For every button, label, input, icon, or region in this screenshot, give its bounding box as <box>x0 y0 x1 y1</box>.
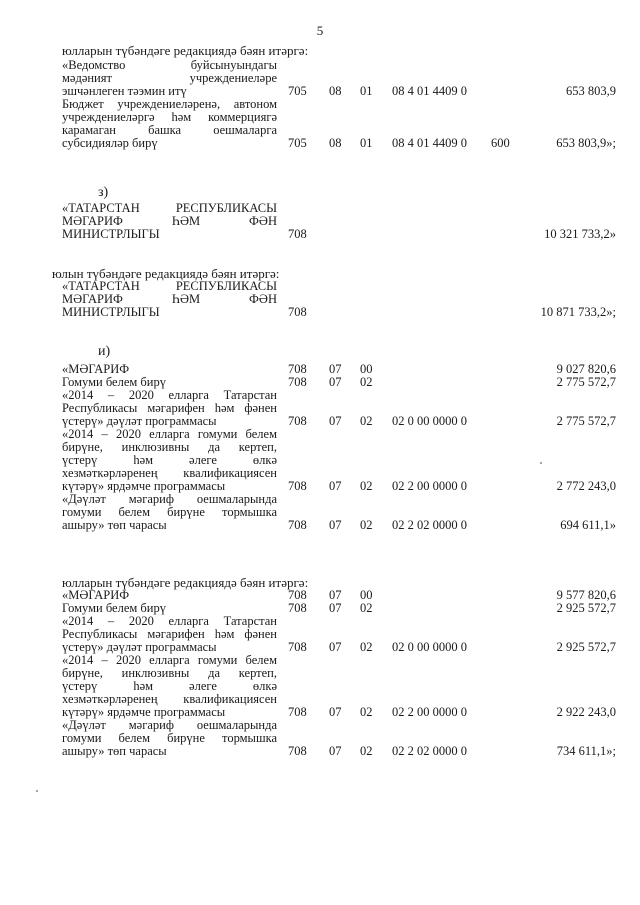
page-number: 5 <box>316 23 324 38</box>
scan-speck <box>36 790 38 792</box>
podrazdel-code: 02 <box>360 640 373 654</box>
amount: 653 803,9»; <box>556 136 616 150</box>
podrazdel-code: 02 <box>360 479 373 493</box>
row-text-line: бирүне, инклюзивны да кертеп, <box>62 666 277 680</box>
row-text-line: Гомуми белем бирү <box>62 375 166 389</box>
row-text-line: гомуми белем бирүне тормышка <box>62 505 277 519</box>
amount: 653 803,9 <box>566 84 616 98</box>
row-text-line: «ТАТАРСТАН РЕСПУБЛИКАСЫ <box>62 201 277 215</box>
row-text-line: «МӘГАРИФ <box>62 362 130 376</box>
row-text-line: эшчәнлеген тәэмин итү <box>62 84 187 98</box>
row-text-line: үстерү һәм әлеге өлкә <box>62 679 277 693</box>
section-z-new <box>0 267 640 319</box>
podrazdel-code: 00 <box>360 588 373 602</box>
razdel-code: 07 <box>329 479 342 493</box>
podrazdel-code: 02 <box>360 414 373 428</box>
amount: 734 611,1»; <box>556 744 616 758</box>
amount: 2 775 572,7 <box>556 414 616 428</box>
row-text-line: Бюджет учреждениеләренә, автоном <box>62 97 277 111</box>
ved-code: 708 <box>288 362 307 376</box>
amount: 9 027 820,6 <box>556 362 616 376</box>
table-row <box>0 493 640 532</box>
podrazdel-code: 02 <box>360 601 373 615</box>
ved-code: 705 <box>288 84 307 98</box>
intro-text: юлын түбәндәге редакциядә бәян итәргә: <box>52 266 280 281</box>
podrazdel-code: 02 <box>360 705 373 719</box>
row-text-line: МИНИСТРЛЫГЫ <box>62 227 160 241</box>
row-text-line: МӘГАРИФ ҺӘМ ФӘН <box>62 214 277 228</box>
table-row <box>0 615 640 654</box>
razdel-code: 08 <box>329 136 342 150</box>
razdel-code: 07 <box>329 744 342 758</box>
table-row <box>0 719 640 758</box>
row-text-line: үстерү» дәүләт программасы <box>62 414 217 428</box>
section-z <box>0 186 640 241</box>
table-row <box>0 98 640 150</box>
podrazdel-code: 01 <box>360 84 373 98</box>
ved-code: 708 <box>288 588 307 602</box>
ved-code: 708 <box>288 601 307 615</box>
ved-code: 708 <box>288 640 307 654</box>
section-i-new <box>0 576 640 758</box>
ved-code: 708 <box>288 705 307 719</box>
ved-code: 708 <box>288 518 307 532</box>
podrazdel-code: 02 <box>360 518 373 532</box>
row-text-line: ашыру» төп чарасы <box>62 744 167 758</box>
ved-code: 708 <box>288 479 307 493</box>
podrazdel-code: 02 <box>360 744 373 758</box>
row-text-line: «Дәүләт мәгариф оешмаларында <box>62 492 277 506</box>
razdel-code: 07 <box>329 601 342 615</box>
row-text-line: МИНИСТРЛЫГЫ <box>62 305 160 319</box>
row-text-line: үстерү» дәүләт программасы <box>62 640 217 654</box>
amount: 2 772 243,0 <box>556 479 616 493</box>
row-text-line: карамаган башка оешмаларга <box>62 123 277 137</box>
row-text-line: ашыру» төп чарасы <box>62 518 167 532</box>
amount: 2 922 243,0 <box>556 705 616 719</box>
target-article-code: 02 2 02 0000 0 <box>392 744 467 758</box>
row-text-line: Республикасы мәгарифен һәм фәнен <box>62 401 277 415</box>
amount: 2 925 572,7 <box>556 601 616 615</box>
amount: 2 925 572,7 <box>556 640 616 654</box>
row-text-line: гомуми белем бирүне тормышка <box>62 731 277 745</box>
target-article-code: 08 4 01 4409 0 <box>392 136 467 150</box>
row-text-line: Республикасы мәгарифен һәм фәнен <box>62 627 277 641</box>
row-text-line: «МӘГАРИФ <box>62 588 130 602</box>
ved-code: 708 <box>288 744 307 758</box>
ved-code: 708 <box>288 305 307 319</box>
razdel-code: 07 <box>329 414 342 428</box>
intro-text: юлларын түбәндәге редакциядә бәян итәргә: <box>62 43 309 58</box>
ved-code: 708 <box>288 414 307 428</box>
target-article-code: 02 0 00 0000 0 <box>392 414 467 428</box>
razdel-code: 07 <box>329 362 342 376</box>
razdel-code: 08 <box>329 84 342 98</box>
podrazdel-code: 01 <box>360 136 373 150</box>
row-text-line: «2014 – 2020 елларга Татарстан <box>62 388 277 402</box>
razdel-code: 07 <box>329 518 342 532</box>
row-text-line: «2014 – 2020 елларга гомуми белем <box>62 427 277 441</box>
expense-type-code: 600 <box>491 136 510 150</box>
amount: 9 577 820,6 <box>556 588 616 602</box>
row-text-line: «2014 – 2020 елларга гомуми белем <box>62 653 277 667</box>
row-text-line: күтәрү» ярдәмче программасы <box>62 705 226 719</box>
row-text-line: МӘГАРИФ ҺӘМ ФӘН <box>62 292 277 306</box>
intro-text: юлларын түбәндәге редакциядә бәян итәргә: <box>62 575 309 590</box>
row-text-line: «Дәүләт мәгариф оешмаларында <box>62 718 277 732</box>
table-row <box>0 59 640 98</box>
razdel-code: 07 <box>329 640 342 654</box>
table-row <box>0 654 640 719</box>
amount: 694 611,1» <box>560 518 616 532</box>
target-article-code: 02 2 02 0000 0 <box>392 518 467 532</box>
razdel-code: 07 <box>329 705 342 719</box>
amount: 10 871 733,2»; <box>540 305 616 319</box>
row-text-line: субсидияләр бирү <box>62 136 158 150</box>
scan-speck <box>540 462 542 464</box>
ved-code: 708 <box>288 227 307 241</box>
section-culture <box>0 44 640 150</box>
razdel-code: 07 <box>329 375 342 389</box>
row-text-line: хезмәткәрләренең квалификациясен <box>62 692 277 706</box>
ved-code: 708 <box>288 375 307 389</box>
target-article-code: 02 0 00 0000 0 <box>392 640 467 654</box>
amount: 2 775 572,7 <box>556 375 616 389</box>
podrazdel-code: 02 <box>360 375 373 389</box>
amount: 10 321 733,2» <box>544 227 616 241</box>
row-text-line: учреждениеләргә һәм коммерциягә <box>62 110 277 124</box>
target-article-code: 02 2 00 0000 0 <box>392 705 467 719</box>
table-row <box>0 389 640 428</box>
section-i <box>0 345 640 532</box>
ved-code: 705 <box>288 136 307 150</box>
target-article-code: 08 4 01 4409 0 <box>392 84 467 98</box>
item-letter: и) <box>98 344 111 359</box>
table-row <box>0 428 640 493</box>
row-text-line: «ТАТАРСТАН РЕСПУБЛИКАСЫ <box>62 279 277 293</box>
row-text-line: бирүне, инклюзивны да кертеп, <box>62 440 277 454</box>
row-text-line: күтәрү» ярдәмче программасы <box>62 479 226 493</box>
row-text-line: үстерү һәм әлеге өлкә <box>62 453 277 467</box>
row-text-line: мәдәният учреждениеләре <box>62 71 277 85</box>
row-text-line: «Ведомство буйсынуындагы <box>62 58 277 72</box>
podrazdel-code: 00 <box>360 362 373 376</box>
row-text-line: «2014 – 2020 елларга Татарстан <box>62 614 277 628</box>
target-article-code: 02 2 00 0000 0 <box>392 479 467 493</box>
row-text-line: хезмәткәрләренең квалификациясен <box>62 466 277 480</box>
razdel-code: 07 <box>329 588 342 602</box>
item-letter: з) <box>98 185 109 200</box>
row-text-line: Гомуми белем бирү <box>62 601 166 615</box>
